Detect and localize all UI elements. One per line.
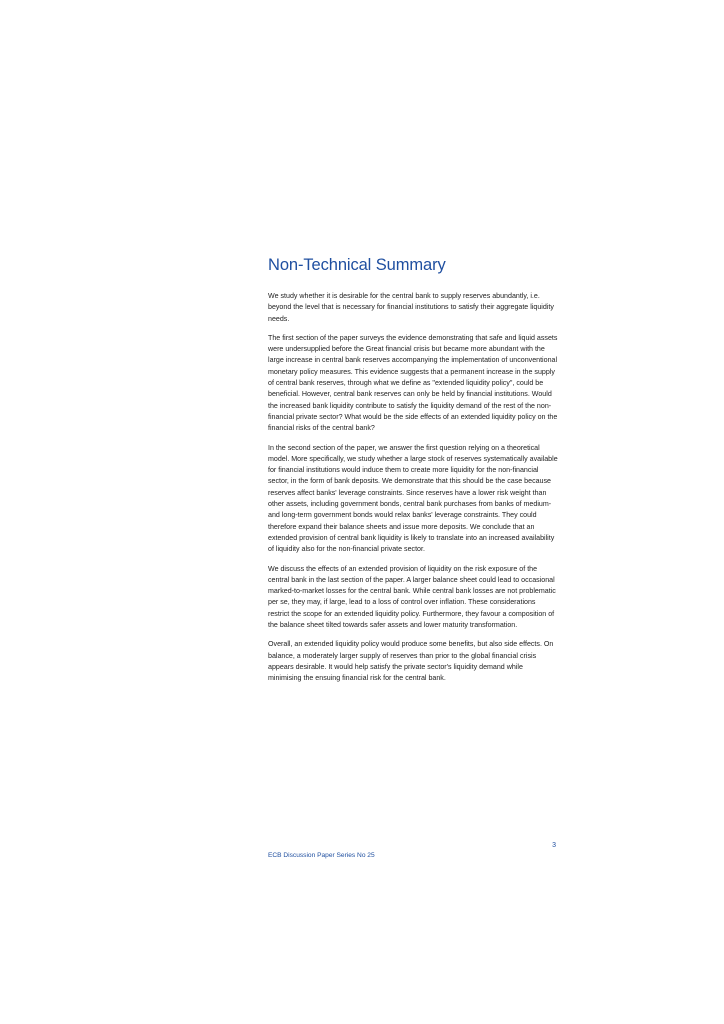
page-number: 3	[552, 842, 556, 849]
summary-section	[268, 254, 558, 693]
series-footer: ECB Discussion Paper Series No 25	[268, 852, 375, 859]
paragraph-overall: Overall, an extended liquidity policy would produce some benefits, but also side effects. On balance, a moderately larger supply of reserves than prior to the global financial crisis appears desirable. It would help satisfy the private sector's liquidity demand while minimising the ensuing financial risk for the central bank.	[268, 640, 554, 683]
paragraph-risk-exposure: We discuss the effects of an extended provision of liquidity on the risk exposure of the central bank in the last section of the paper. A larger balance sheet could lead to occasional marked-to-market losses for the central bank. While central bank losses are not problematic per se, they may, if large, lead to a loss of control over inflation. These considerations restrict the scope for an extended liquidity policy. Furthermore, they favour a composition of the balance sheet tilted towards safer assets and lower maturity transformation.	[268, 564, 556, 630]
paragraph-second-section: In the second section of the paper, we answer the first question relying on a theoretical model. More specifically, we study whether a large stock of reserves systematically available for financial institutions would induce them to create more liquidity for the non-financial sector, in the form of bank deposits. We demonstrate that this should be the case because reserves affect banks' leverage constraints. Since reserves have a lower risk weight than other assets, including government bonds, central bank purchases from banks of medium- and long-term government bonds would relax banks' leverage constraints. They could therefore expand their balance sheets and issue more deposits. We conclude that an extended provision of central bank liquidity is likely to translate into an increased availability of liquidity also for the non-financial private sector.	[268, 443, 558, 554]
paragraph-intro: We study whether it is desirable for the central bank to supply reserves abundantly, i.e. beyond the level that is necessary for financial institutions to satisfy their aggregate liquidity needs.	[268, 292, 554, 323]
page-title: Non-Technical Summary	[268, 256, 446, 274]
paragraph-first-section: The first section of the paper surveys the evidence demonstrating that safe and liquid assets were undersupplied before the Great financial crisis but became more abundant with the large increase in central bank reserves accompanying the implementation of unconventional monetary policy measures. This evidence suggests that a permanent increase in the supply of central bank reserves, through what we define as "extended liquidity policy", could be beneficial. However, central bank reserves can only be held by financial institutions. Would the increased bank liquidity contribute to satisfy the liquidity demand of the rest of the non-financial private sector? What would be the side effects of an extended liquidity policy on the financial risks of the central bank?	[268, 333, 558, 433]
